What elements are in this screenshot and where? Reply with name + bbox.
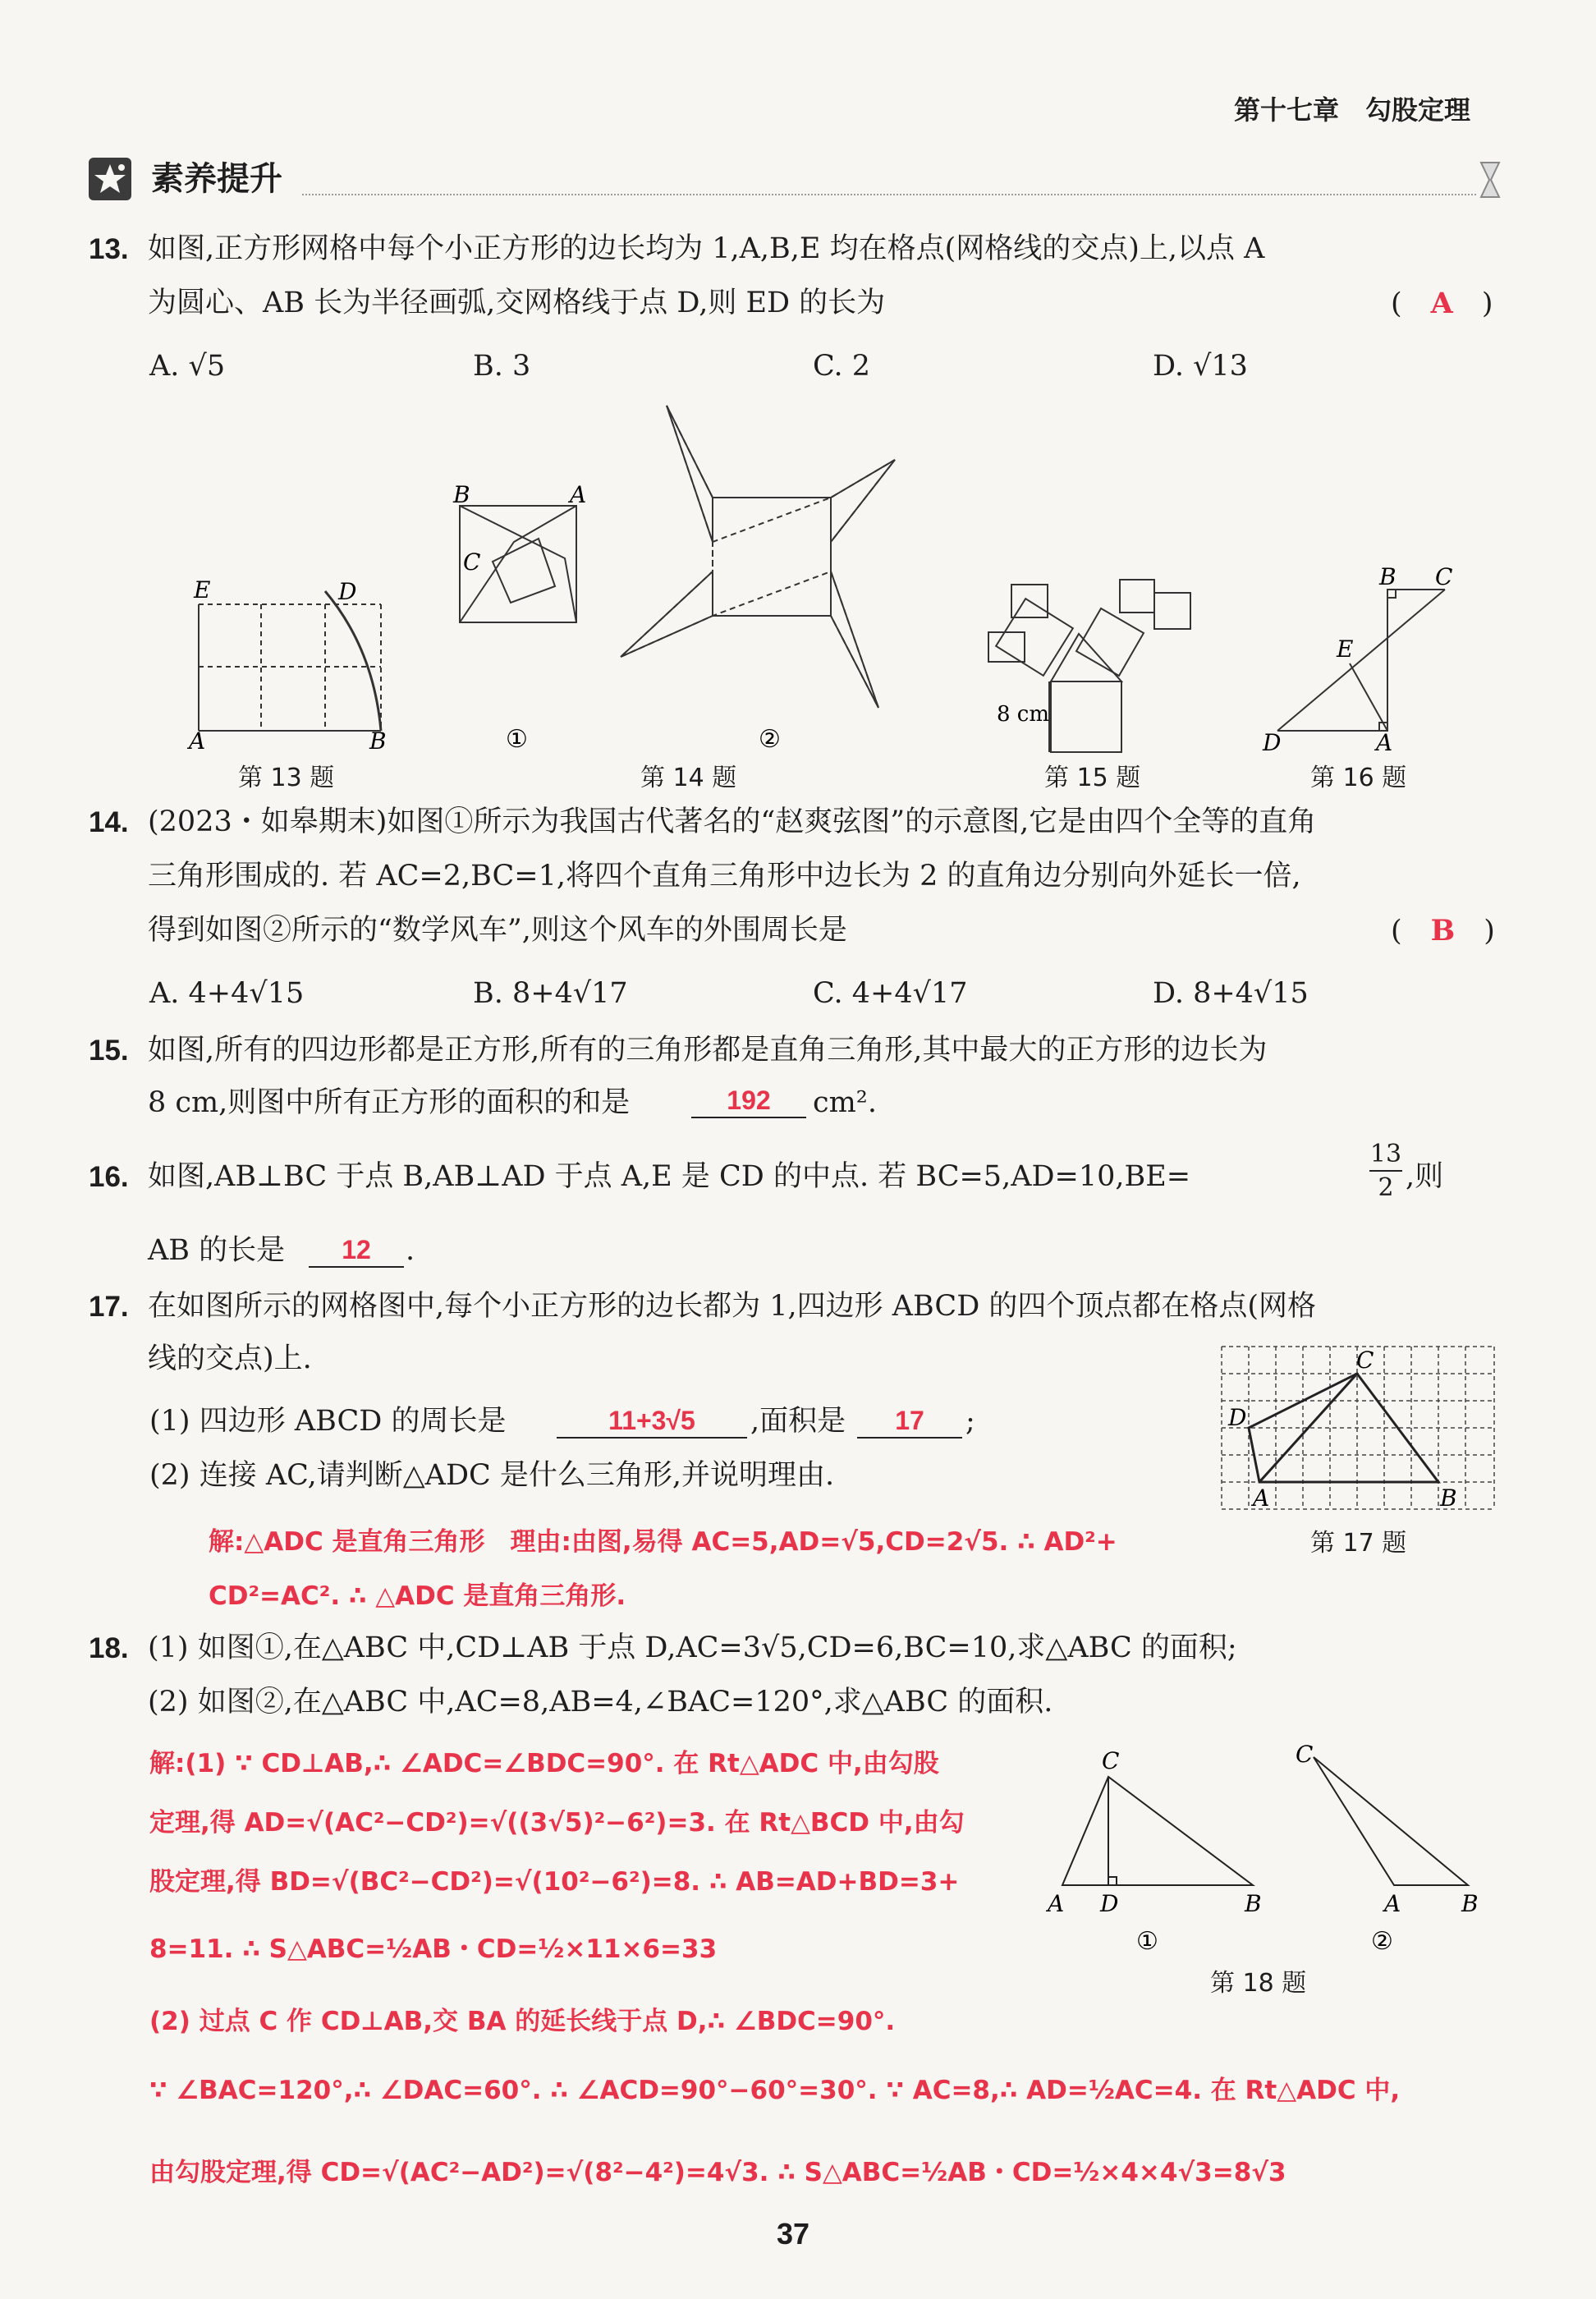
q14-answer: B bbox=[1430, 914, 1456, 948]
q13-answer-bracket: ( A ) bbox=[1391, 287, 1493, 320]
q16-fraction bbox=[1369, 1140, 1402, 1202]
q17-ans1: 11+3√5 bbox=[608, 1406, 695, 1435]
q16-line2b: . bbox=[406, 1234, 415, 1267]
q17-part1b: ,面积是 bbox=[750, 1405, 846, 1438]
star-badge-icon bbox=[89, 158, 131, 200]
q16-line1-tail: ,则 bbox=[1406, 1160, 1444, 1193]
fig16-trapezoid bbox=[1277, 590, 1445, 731]
fig13-caption: 第 13 题 bbox=[238, 764, 335, 792]
svg-text:C: C bbox=[1356, 1347, 1374, 1374]
fig15-caption: 第 15 题 bbox=[1044, 764, 1141, 792]
fig18-caption: 第 18 题 bbox=[1210, 1969, 1307, 1998]
fig17-caption: 第 17 题 bbox=[1310, 1529, 1407, 1558]
q14-option-c: C. 4+4√17 bbox=[813, 977, 968, 1010]
q14-line3: 得到如图②所示的“数学风车”,则这个风车的外围周长是 bbox=[148, 914, 847, 947]
svg-text:A: A bbox=[1048, 1890, 1065, 1917]
q18-number: 18. bbox=[89, 1632, 129, 1664]
svg-text:E: E bbox=[1337, 636, 1354, 663]
q13-option-c: C. 2 bbox=[813, 350, 871, 383]
q13-line2: 为圆心、AB 长为半径画弧,交网格线于点 D,则 ED 的长为 bbox=[148, 287, 886, 319]
q16-number: 16. bbox=[89, 1161, 129, 1193]
svg-text:C: C bbox=[463, 548, 481, 576]
q18-solution-line4: 8=11. ∴ S△ABC=½AB・CD=½×11×6=33 bbox=[149, 1934, 718, 1964]
q14-option-d: D. 8+4√15 bbox=[1153, 977, 1309, 1010]
section-rule bbox=[302, 194, 1476, 195]
q18-solution-line2: 定理,得 AD=√(AC²−CD²)=√((3√5)²−6²)=3. 在 Rt△BCD 中,由勾 bbox=[149, 1808, 965, 1838]
svg-text:①: ① bbox=[506, 725, 528, 754]
svg-text:B: B bbox=[453, 481, 470, 508]
hourglass-icon bbox=[1476, 159, 1504, 204]
q13-option-a: A. √5 bbox=[149, 350, 226, 383]
q17-solution-line1: 解:△ADC 是直角三角形 理由:由图,易得 AC=5,AD=√5,CD=2√5. ∴ AD²+ bbox=[209, 1527, 1117, 1557]
q14-option-b: B. 8+4√17 bbox=[473, 977, 628, 1010]
svg-text:D: D bbox=[1228, 1404, 1247, 1431]
q13-option-b: B. 3 bbox=[473, 350, 531, 383]
q14-answer-bracket: ( B ) bbox=[1391, 914, 1495, 948]
svg-text:B: B bbox=[369, 727, 387, 755]
q13-number: 13. bbox=[89, 233, 129, 265]
q14-number: 14. bbox=[89, 806, 129, 838]
q15-unit: cm². bbox=[813, 1086, 877, 1119]
svg-text:A: A bbox=[189, 727, 206, 755]
svg-text:C: C bbox=[1102, 1747, 1120, 1774]
q16-line2a: AB 的长是 bbox=[148, 1234, 286, 1267]
q13-answer: A bbox=[1430, 287, 1453, 320]
svg-text:D: D bbox=[338, 578, 357, 605]
q13-line1: 如图,正方形网格中每个小正方形的边长均为 1,A,B,E 均在格点(网格线的交点)上,以点 A bbox=[148, 232, 1265, 265]
fig14-windmill bbox=[621, 406, 895, 708]
q15-line2a: 8 cm,则图中所有正方形的面积的和是 bbox=[148, 1086, 631, 1119]
page-number: 37 bbox=[777, 2217, 810, 2251]
svg-text:A: A bbox=[1253, 1484, 1270, 1512]
svg-text:A: A bbox=[1384, 1890, 1401, 1917]
q16-line1: 如图,AB⊥BC 于点 B,AB⊥AD 于点 A,E 是 CD 的中点. 若 BC=5,AD=10,BE= bbox=[148, 1160, 1191, 1193]
q16-answer: 12 bbox=[342, 1235, 371, 1264]
q18-solution-line5: (2) 过点 C 作 CD⊥AB,交 BA 的延长线于点 D,∴ ∠BDC=90°. bbox=[149, 2007, 896, 2036]
q18-solution-line3: 股定理,得 BD=√(BC²−CD²)=√(10²−6²)=8. ∴ AB=AD+BD=3+ bbox=[149, 1867, 960, 1897]
svg-text:C: C bbox=[1296, 1741, 1314, 1768]
svg-text:B: B bbox=[1245, 1890, 1262, 1917]
svg-text:B: B bbox=[1440, 1484, 1457, 1512]
svg-text:E: E bbox=[194, 576, 211, 603]
q14-option-a: A. 4+4√15 bbox=[149, 977, 305, 1010]
svg-text:①: ① bbox=[1136, 1927, 1158, 1956]
q17-part2: (2) 连接 AC,请判断△ADC 是什么三角形,并说明理由. bbox=[149, 1459, 835, 1492]
q17-number: 17. bbox=[89, 1291, 129, 1323]
q15-answer: 192 bbox=[727, 1085, 771, 1115]
q18-solution-line6: ∵ ∠BAC=120°,∴ ∠DAC=60°. ∴ ∠ACD=90°−60°=30°. ∵ AC=8,∴ AD=½AC=4. 在 Rt△ADC 中, bbox=[149, 2076, 1401, 2105]
q17-line1: 在如图所示的网格图中,每个小正方形的边长都为 1,四边形 ABCD 的四个顶点都在格点(网格 bbox=[148, 1290, 1317, 1323]
q18-solution-line7: 由勾股定理,得 CD=√(AC²−AD²)=√(8²−4²)=4√3. ∴ S△ABC=½AB・CD=½×4×4√3=8√3 bbox=[149, 2158, 1286, 2187]
svg-text:C: C bbox=[1435, 563, 1453, 590]
q17-solution-line2: CD²=AC². ∴ △ADC 是直角三角形. bbox=[209, 1581, 626, 1611]
svg-text:②: ② bbox=[759, 725, 781, 754]
q17-part1c: ; bbox=[965, 1405, 975, 1438]
svg-text:D: D bbox=[1263, 729, 1282, 756]
svg-text:A: A bbox=[570, 481, 587, 508]
fig18-triangles bbox=[1034, 1739, 1494, 1961]
q18-part1: (1) 如图①,在△ABC 中,CD⊥AB 于点 D,AC=3√5,CD=6,BC=10,求△ABC 的面积; bbox=[148, 1631, 1237, 1664]
svg-text:D: D bbox=[1100, 1890, 1119, 1917]
q15-line1: 如图,所有的四边形都是正方形,所有的三角形都是直角三角形,其中最大的正方形的边长为 bbox=[148, 1034, 1268, 1067]
q17-line2: 线的交点)上. bbox=[148, 1342, 312, 1375]
q13-option-d: D. √13 bbox=[1153, 350, 1248, 383]
section-banner bbox=[89, 158, 1493, 200]
q15-number: 15. bbox=[89, 1035, 129, 1067]
q16-frac-den: 2 bbox=[1378, 1173, 1394, 1202]
q18-solution-line1: 解:(1) ∵ CD⊥AB,∴ ∠ADC=∠BDC=90°. 在 Rt△ADC 中,由勾股 bbox=[149, 1749, 939, 1778]
svg-text:②: ② bbox=[1371, 1927, 1393, 1956]
fig13-grid bbox=[199, 591, 381, 731]
svg-text:8 cm: 8 cm bbox=[997, 702, 1050, 727]
svg-text:A: A bbox=[1376, 729, 1393, 756]
svg-text:B: B bbox=[1461, 1890, 1479, 1917]
q14-line2: 三角形围成的. 若 AC=2,BC=1,将四个直角三角形中边长为 2 的直角边分别向外延长一倍, bbox=[148, 860, 1301, 893]
q17-ans2: 17 bbox=[895, 1406, 924, 1435]
q18-part2: (2) 如图②,在△ABC 中,AC=8,AB=4,∠BAC=120°,求△ABC 的面积. bbox=[148, 1686, 1053, 1719]
q16-frac-num: 13 bbox=[1369, 1140, 1402, 1168]
fig14-caption: 第 14 题 bbox=[640, 764, 737, 792]
figures-row bbox=[0, 394, 1596, 788]
section-title: 素养提升 bbox=[151, 160, 282, 198]
fig16-caption: 第 16 题 bbox=[1310, 764, 1407, 792]
svg-text:B: B bbox=[1379, 563, 1396, 590]
fig17-grid bbox=[1218, 1343, 1497, 1512]
q14-line1: (2023・如皋期末)如图①所示为我国古代著名的“赵爽弦图”的示意图,它是由四个全等的直角 bbox=[148, 805, 1317, 838]
q17-part1a: (1) 四边形 ABCD 的周长是 bbox=[149, 1405, 507, 1438]
chapter-header: 第十七章 勾股定理 bbox=[1234, 94, 1471, 126]
